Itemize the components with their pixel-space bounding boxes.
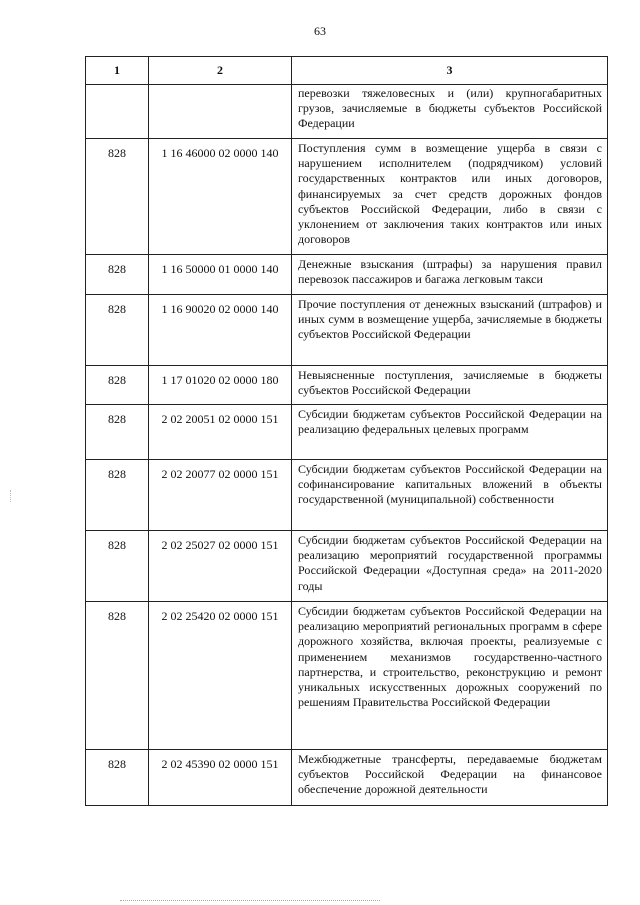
revenue-name-cell: Межбюджетные трансферты, передаваемые бюджетам субъектов Российской Федерации на финансовое обеспечение дорожной деятельности: [292, 750, 608, 806]
table-row: [86, 531, 608, 602]
kbk-code-cell: 2 02 25420 02 0000 151: [149, 602, 292, 750]
kbk-code-cell: 2 02 20051 02 0000 151: [149, 405, 292, 460]
scan-margin-mark: [10, 490, 13, 502]
admin-code-cell: 828: [86, 460, 149, 531]
budget-codes-table: [85, 56, 608, 806]
revenue-name-cell: Субсидии бюджетам субъектов Российской Федерации на реализацию федеральных целевых программ: [292, 405, 608, 460]
table-row: [86, 295, 608, 366]
revenue-name-cell: Невыясненные поступления, зачисляемые в бюджеты субъектов Российской Федерации: [292, 366, 608, 405]
revenue-name-cell: Субсидии бюджетам субъектов Российской Федерации на реализацию мероприятий государственной программы Российской Федерации «Доступная среда» на 2011-2020 годы: [292, 531, 608, 602]
revenue-name-cell: Денежные взыскания (штрафы) за нарушения правил перевозок пассажиров и багажа легковым такси: [292, 255, 608, 295]
table-header-row: [86, 57, 608, 85]
table-row: [86, 602, 608, 750]
revenue-name-cell: перевозки тяжеловесных и (или) крупногабаритных грузов, зачисляемые в бюджеты субъектов Российской Федерации: [292, 85, 608, 139]
table-row: [86, 460, 608, 531]
table-row: [86, 85, 608, 139]
kbk-code-cell: 1 16 50000 01 0000 140: [149, 255, 292, 295]
kbk-code-cell: 2 02 45390 02 0000 151: [149, 750, 292, 806]
admin-code-cell: 828: [86, 255, 149, 295]
table-row: [86, 255, 608, 295]
kbk-code-cell: 2 02 25027 02 0000 151: [149, 531, 292, 602]
table-row: [86, 750, 608, 806]
kbk-code-cell: 1 16 90020 02 0000 140: [149, 295, 292, 366]
kbk-code-cell: 1 17 01020 02 0000 180: [149, 366, 292, 405]
column-header-2: 2: [149, 57, 292, 85]
scan-bottom-edge: [120, 900, 380, 901]
column-header-3: 3: [292, 57, 608, 85]
admin-code-cell: 828: [86, 750, 149, 806]
revenue-name-cell: Субсидии бюджетам субъектов Российской Федерации на реализацию мероприятий региональных программ в сфере дорожного хозяйства, включая проекты, реализуемые с применением механизмов государственно-частного партнерства, и строительство, реконструкцию и ремонт уникальных искусственных дорожных сооружений по решениям Правительства Российской Федерации: [292, 602, 608, 750]
table-row: [86, 366, 608, 405]
column-header-1: 1: [86, 57, 149, 85]
kbk-code-cell: 1 16 46000 02 0000 140: [149, 139, 292, 255]
kbk-code-cell: 2 02 20077 02 0000 151: [149, 460, 292, 531]
admin-code-cell: 828: [86, 139, 149, 255]
admin-code-cell: 828: [86, 405, 149, 460]
revenue-name-cell: Поступления сумм в возмещение ущерба в связи с нарушением исполнителем (подрядчиком) условий государственных контрактов или иных договоров, финансируемых за счет средств дорожных фондов субъектов Российской Федерации, либо в связи с уклонением от заключения таких контрактов или иных договоров: [292, 139, 608, 255]
table-row: [86, 405, 608, 460]
admin-code-cell: [86, 85, 149, 139]
admin-code-cell: 828: [86, 366, 149, 405]
admin-code-cell: 828: [86, 531, 149, 602]
revenue-name-cell: Субсидии бюджетам субъектов Российской Федерации на софинансирование капитальных вложений в объекты государственной (муниципальной) собственности: [292, 460, 608, 531]
revenue-name-cell: Прочие поступления от денежных взысканий (штрафов) и иных сумм в возмещение ущерба, зачисляемые в бюджеты субъектов Российской Федерации: [292, 295, 608, 366]
table-row: [86, 139, 608, 255]
kbk-code-cell: [149, 85, 292, 139]
page-number: 63: [314, 24, 326, 38]
admin-code-cell: 828: [86, 295, 149, 366]
admin-code-cell: 828: [86, 602, 149, 750]
